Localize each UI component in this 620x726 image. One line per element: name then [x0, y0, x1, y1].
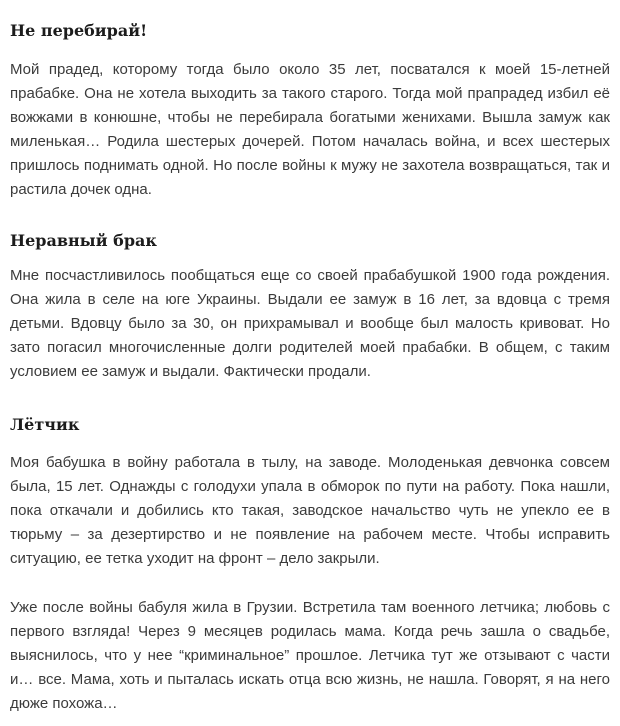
- section-heading: Не перебирай!: [10, 21, 148, 40]
- section-heading: Неравный брак: [10, 231, 157, 250]
- section-paragraph: Моя бабушка в войну работала в тылу, на заводе. Молоденькая девчонка совсем была, 15 лет. Однажды с голодухи упала в обморок по пути на работу. Пока нашли, пока откачали и добились кто такая, заводское начальство чуть не упекло ее в тюрьму – за дезертирство и не появление на рабочем месте. Чтобы исправить ситуацию, ее тетка уходит на фронт – дело закрыли.: [10, 454, 610, 567]
- section-paragraph: Мой прадед, которому тогда было около 35 лет, посватался к моей 15-летней прабабке. Она не хотела выходить за такого старого. Тогда мой прапрадед избил её вожжами в конюшне, чтобы не перебирала богатыми женихами. Вышла замуж как миленькая… Родила шестерых дочерей. Потом началась война, и всех шестерых пришлось поднимать одной. Но после войны к мужу не захотела возвращаться, так и растила дочек одна.: [10, 61, 610, 198]
- section-paragraph: Уже после войны бабуля жила в Грузии. Встретила там военного летчика; любовь с первого взгляда! Через 9 месяцев родилась мама. Когда речь зашла о свадьбе, выяснилось, что у нее “криминальное” прошлое. Летчика тут же отзывают с части и… все. Мама, хоть и пыталась искать отца всю жизнь, не нашла. Говорят, я на него дюже похожа…: [10, 599, 610, 712]
- section-paragraph: Мне посчастливилось пообщаться еще со своей прабабушкой 1900 года рождения. Она жила в селе на юге Украины. Выдали ее замуж в 16 лет, за вдовца с тремя детьми. Вдовцу было за 30, он прихрамывал и вообще был малость кривоват. Но зато погасил многочисленные долги родителей моей прабабки. В общем, с таким условием ее замуж и выдали. Фактически продали.: [10, 267, 610, 380]
- section-heading: Лётчик: [10, 415, 80, 434]
